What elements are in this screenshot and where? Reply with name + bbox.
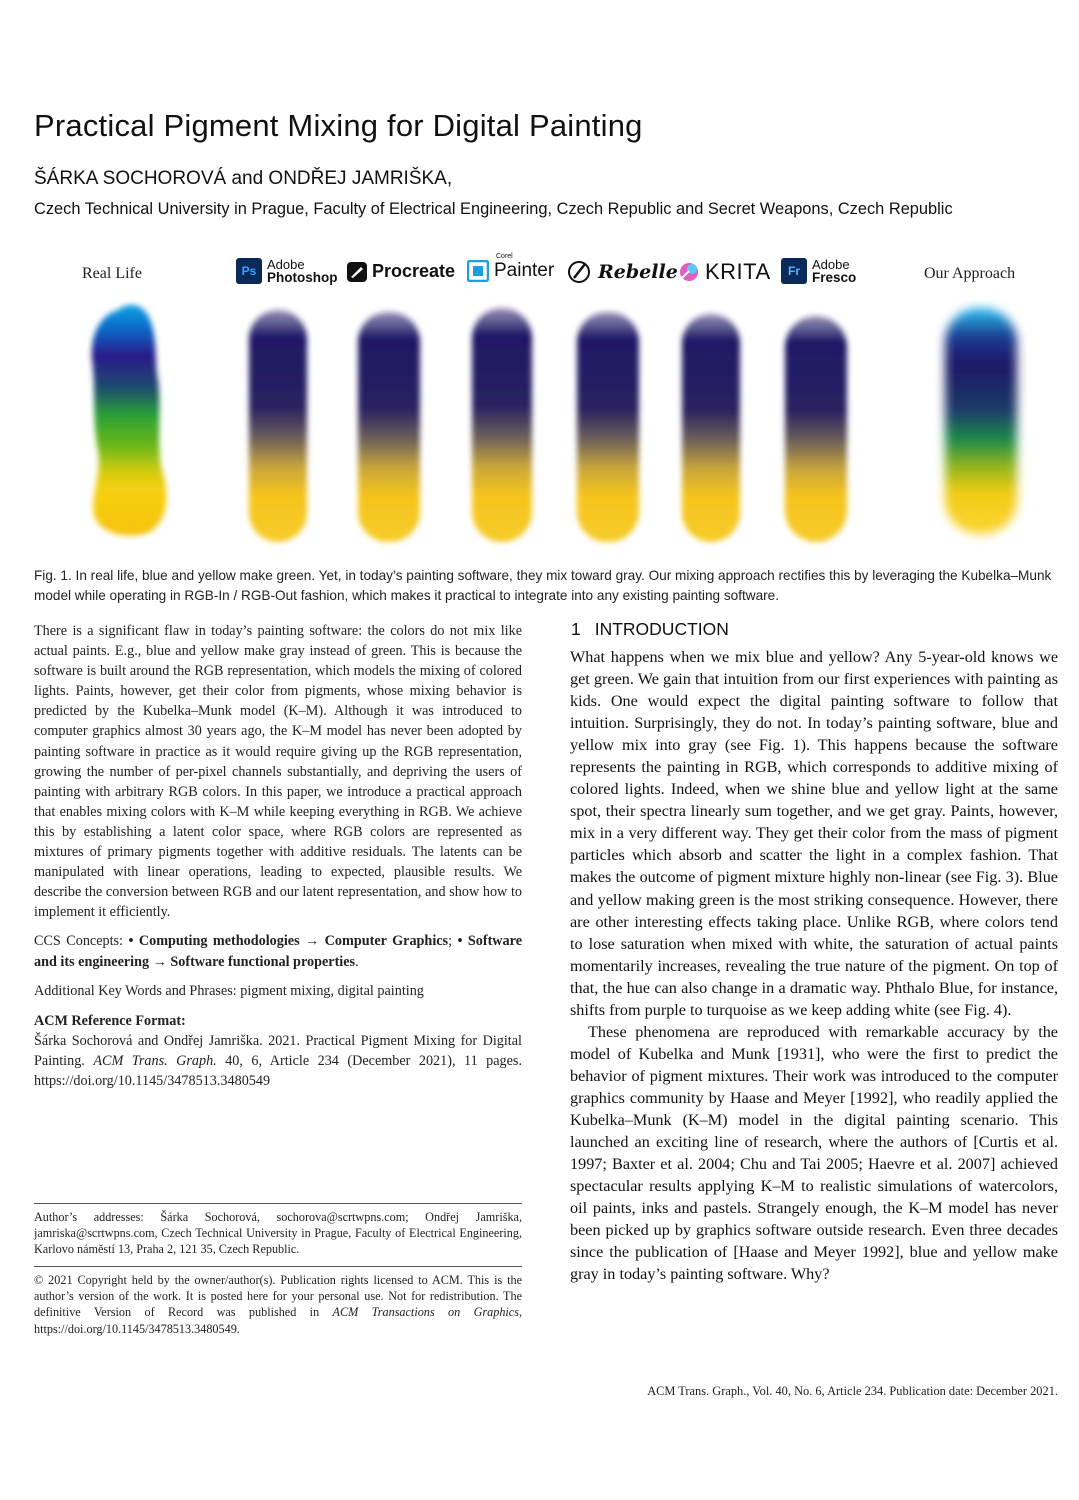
copyright-b: , https://doi.org/10.1145/3478513.3480549. <box>34 1305 522 1336</box>
painter-small: Corel <box>496 253 513 260</box>
ccs-concepts <box>34 931 522 971</box>
section-title: INTRODUCTION <box>594 619 729 639</box>
acm-ref-b: 40, 6, Article 234 (December 2021), 11 pages. https://doi.org/10.1145/3478513.3480549 <box>34 1052 522 1089</box>
stroke-krita <box>682 314 740 542</box>
copyright-journal: ACM Transactions on Graphics <box>332 1305 519 1320</box>
procreate-logo <box>347 261 455 282</box>
intro-paragraph-1: What happens when we mix blue and yellow? Any 5-year-old knows we get green. We gain that intuition from our first experiences with painting as kids. One would expect the digital painting software to follow that intuition. Surprisingly, they do not. In today’s painting software, blue and yellow mix into gray (see Fig. 1). This happens because the software represents the painting in RGB, which corresponds to additive mixing of colored lights. Indeed, when we shine blue and yellow light at the same spot, their spectra linearly sum together, and we get gray. Paints, however, mix in a very different way. They get their color from the mass of pigment particles which absorb and scatter the light in a complex fashion. That makes the outcome of pigment mixture highly non-linear (see Fig. 3). Blue and yellow making green is the most striking consequence. However, there are other interesting effects taking place. Unlike RGB, where colors tend to lose saturation when mixed with white, the saturation of actual paints momentarily increases, revealing the true nature of the pigment. On top of that, the hue can also change in a dramatic way. Phthalo Blue, for instance, shifts from purple to turquoise as we keep adding white (see Fig. 4). <box>570 648 1058 1019</box>
rebelle-logo <box>567 260 678 284</box>
paper-title: Practical Pigment Mixing for Digital Painting <box>34 108 643 143</box>
photoshop-line2: Photoshop <box>267 270 338 285</box>
real-life-label: Real Life <box>82 265 142 282</box>
fresco-line1: Adobe <box>812 257 850 272</box>
stroke-real-life <box>92 305 167 536</box>
copyright-a: © 2021 Copyright held by the owner/author(s). Publication rights licensed to ACM. This is the author’s version of the work. It is posted here for your personal use. Not for redistribution. The definitive Version of Record was published in <box>34 1273 522 1320</box>
figure-caption: Fig. 1. In real life, blue and yellow make green. Yet, in today’s painting software, they mix toward gray. Our mixing approach rectifies this by leveraging the Kubelka–Munk model while operating in RGB-In / RGB-Out fashion, which makes it practical to integrate into any existing painting software. <box>34 568 1052 603</box>
fresco-line2: Fresco <box>812 270 857 285</box>
intro-paragraph-2: These phenomena are reproduced with remarkable accuracy by the model of Kubelka and Munk [1931], who were the first to predict the behavior of pigment mixtures. Their work was introduced to the computer graphics community by Haase and Meyer [1992], who readily applied the Kubelka–Munk (K–M) model in the digital painting scenario. This launched an exciting line of research, where the authors of [Curtis et al. 1997; Baxter et al. 2004; Chu and Tai 2005; Haevre et al. 2007] achieved spectacular results applying K–M to realistic simulations of watercolors, oil paints, inks and pastels. Strangely enough, the K–M model has never been picked up by graphics software outside research. Even three decades since the publication of [Haase and Meyer 1992], blue and yellow make gray in today’s painting software. Why? <box>570 1022 1058 1284</box>
krita-logo <box>678 259 771 285</box>
acm-ref-journal: ACM Trans. Graph. <box>93 1052 217 1069</box>
stroke-photoshop <box>249 310 307 542</box>
fresco-logo <box>781 258 856 284</box>
teaser-figure <box>30 250 1060 550</box>
stroke-fresco <box>785 316 847 542</box>
ccs-separator: ; <box>448 933 458 950</box>
abstract: There is a significant flaw in today’s painting software: the colors do not mix like actual paints. E.g., blue and yellow make gray instead of green. This is because the software is built around the RGB representation, which models the mixing of colored lights. Paints, however, get their color from pigments, whose mixing behavior is predicted by the Kubelka–Munk model (K–M). Although it was introduced to computer graphics almost 30 years ago, the K–M model has never been adopted by painting software in practice as it would require giving up the RGB representation, growing the number of per-pixel channels substantially, and depriving the users of painting with arbitrary RGB colors. In this paper, we introduce a practical approach that enables mixing colors with K–M while keeping everything in RGB. We achieve this by establishing a latent color space, where RGB colors are represented as mixtures of primary pigments together with additive residuals. The latents can be manipulated with linear operations, leading to expected, plausible results. We describe the conversion between RGB and our latent representation, and show how to implement it efficiently. <box>34 623 522 921</box>
painter-logo <box>467 253 555 282</box>
stroke-rebelle <box>577 312 639 542</box>
footnote-rule-1 <box>34 1203 522 1204</box>
paint-strokes <box>30 300 1060 550</box>
painter-icon <box>467 260 489 282</box>
keywords: Additional Key Words and Phrases: pigment mixing, digital painting <box>34 982 424 999</box>
ccs-end: . <box>355 953 359 970</box>
paper-affiliation: Czech Technical University in Prague, Faculty of Electrical Engineering, Czech Republic and Secret Weapons, Czech Republic <box>34 200 953 218</box>
our-approach-label: Our Approach <box>924 265 1016 282</box>
ccs-prefix: CCS Concepts: <box>34 933 129 950</box>
rebelle-text: Rebelle <box>598 261 678 283</box>
stroke-painter <box>472 308 532 542</box>
krita-icon <box>678 261 700 283</box>
page-footer: ACM Trans. Graph., Vol. 40, No. 6, Article 234. Publication date: December 2021. <box>647 1384 1058 1398</box>
photoshop-logo <box>236 258 338 284</box>
right-column <box>570 646 1058 1285</box>
acm-ref-text <box>34 1031 522 1091</box>
section-heading <box>571 619 743 640</box>
stroke-procreate <box>358 312 420 542</box>
fresco-badge-icon: Fr <box>781 258 807 284</box>
copyright-notice <box>34 1272 522 1337</box>
painter-text: Painter <box>494 260 555 281</box>
acm-ref-heading: ACM Reference Format: <box>34 1012 186 1029</box>
ccs-concept-2: • Software and its engineering → Software functional properties <box>34 933 522 970</box>
section-number: 1 <box>571 619 581 639</box>
photoshop-line1: Adobe <box>267 257 305 272</box>
procreate-icon <box>347 262 367 282</box>
rebelle-icon <box>567 260 593 284</box>
krita-text: KRITA <box>705 259 771 284</box>
ccs-concept-1: • Computing methodologies → Computer Graphics <box>128 933 449 950</box>
procreate-text: Procreate <box>372 261 456 281</box>
left-column <box>34 621 522 1091</box>
photoshop-badge-icon: Ps <box>236 258 262 284</box>
paper-authors: ŠÁRKA SOCHOROVÁ and ONDŘEJ JAMRIŠKA, <box>34 168 453 189</box>
acm-ref-a: Šárka Sochorová and Ondřej Jamriška. 2021. Practical Pigment Mixing for Digital Painting. <box>34 1032 522 1069</box>
stroke-our-approach <box>945 308 1017 534</box>
footnote-rule-2 <box>34 1266 522 1267</box>
author-addresses: Author’s addresses: Šárka Sochorová, sochorova@scrtwpns.com; Ondřej Jamriška, jamriska@scrtwpns.com, Czech Technical University in Prague, Faculty of Electrical Engineering, Karlovo náměstí 13, Praha 2, 121 35, Czech Republic. <box>34 1210 522 1257</box>
